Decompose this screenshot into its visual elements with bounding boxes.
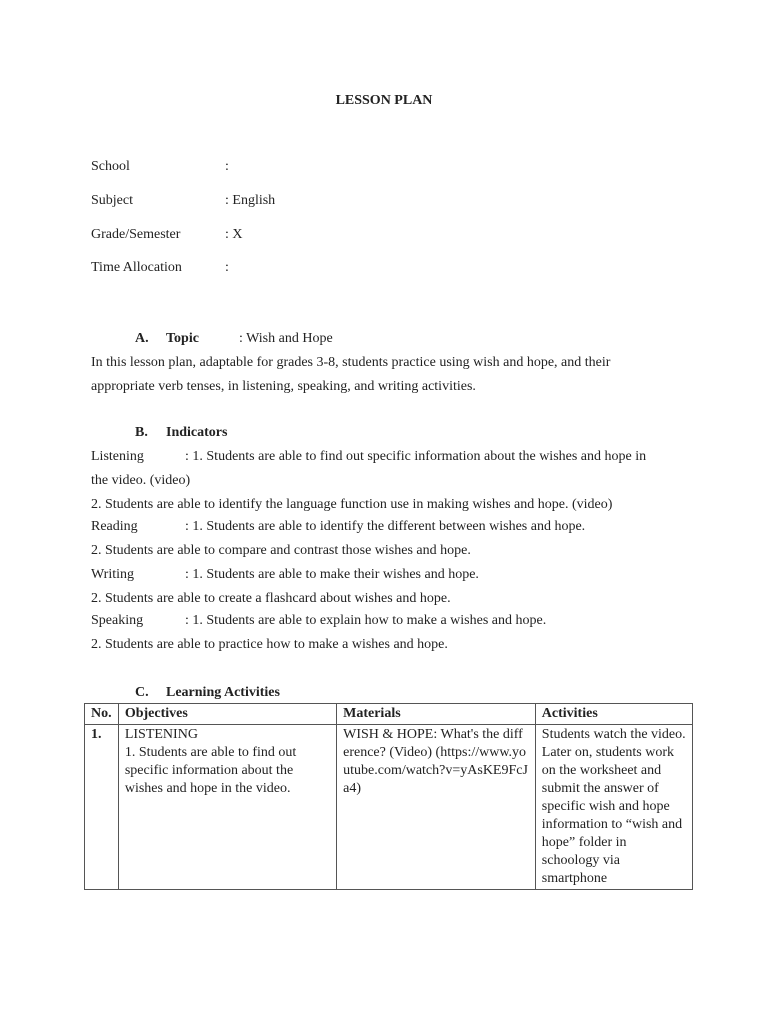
indicator-writing-label: Writing: [91, 567, 134, 582]
school-value: :: [225, 159, 229, 174]
indicator-writing-text: : 1. Students are able to make their wishes and hope.: [185, 567, 479, 582]
section-b-letter: B.: [135, 425, 148, 440]
section-a-title: Topic: [166, 331, 199, 346]
document-title: LESSON PLAN: [335, 93, 433, 108]
indicator-reading-text: : 1. Students are able to identify the different between wishes and hope.: [185, 519, 586, 534]
row-number: 1.: [85, 725, 119, 890]
row-objectives: [118, 725, 336, 890]
subject-label: Subject: [91, 193, 133, 208]
row-materials: WISH & HOPE: What's the difference? (Video) (https://www.youtube.com/watch?v=yAsKE9FcJa4): [337, 725, 536, 890]
grade-semester-value: : X: [225, 227, 243, 242]
indicator-listening-text: : 1. Students are able to find out specific information about the wishes and hope in: [185, 449, 647, 464]
indicator-listening-label: Listening: [91, 449, 144, 464]
indicator-speaking-label: Speaking: [91, 613, 144, 628]
learning-activities-table: [84, 703, 693, 890]
indicator-reading-item-2: 2. Students are able to compare and contrast those wishes and hope.: [91, 543, 471, 558]
table-header-row: [85, 704, 693, 725]
indicator-speaking-item-2: 2. Students are able to practice how to make a wishes and hope.: [91, 637, 448, 652]
time-allocation-label: Time Allocation: [91, 260, 182, 275]
school-label: School: [91, 159, 130, 174]
header-objectives: Objectives: [118, 704, 336, 725]
section-c-letter: C.: [135, 685, 149, 700]
time-allocation-value: :: [225, 260, 229, 275]
header-no: No.: [85, 704, 119, 725]
topic-description-line-1: In this lesson plan, adaptable for grades 3-8, students practice using wish and hope, and their: [91, 355, 611, 370]
header-activities: Activities: [535, 704, 692, 725]
indicator-writing-item-2: 2. Students are able to create a flashcard about wishes and hope.: [91, 591, 451, 606]
grade-semester-label: Grade/Semester: [91, 227, 181, 242]
objective-heading: LISTENING: [124, 727, 198, 742]
indicator-listening-item-2: 2. Students are able to identify the language function use in making wishes and hope. (video): [91, 497, 613, 512]
section-c-title: Learning Activities: [166, 685, 280, 700]
section-a-letter: A.: [135, 331, 149, 346]
header-materials: Materials: [337, 704, 536, 725]
table-row: [85, 725, 693, 890]
section-b-title: Indicators: [166, 425, 228, 440]
objective-text: 1. Students are able to find out specific information about the wishes and hope in the video.: [124, 745, 297, 796]
indicator-speaking-text: : 1. Students are able to explain how to make a wishes and hope.: [185, 613, 547, 628]
topic-description-line-2: appropriate verb tenses, in listening, speaking, and writing activities.: [91, 379, 476, 394]
topic-value: : Wish and Hope: [239, 331, 333, 346]
subject-value: : English: [225, 193, 276, 208]
indicator-listening-continuation: the video. (video): [91, 473, 191, 488]
row-activities: Students watch the video. Later on, students work on the worksheet and submit the answer of specific wish and hope information to “wish and hope” folder in schoology via smartphone: [535, 725, 692, 890]
indicator-reading-label: Reading: [91, 519, 138, 534]
